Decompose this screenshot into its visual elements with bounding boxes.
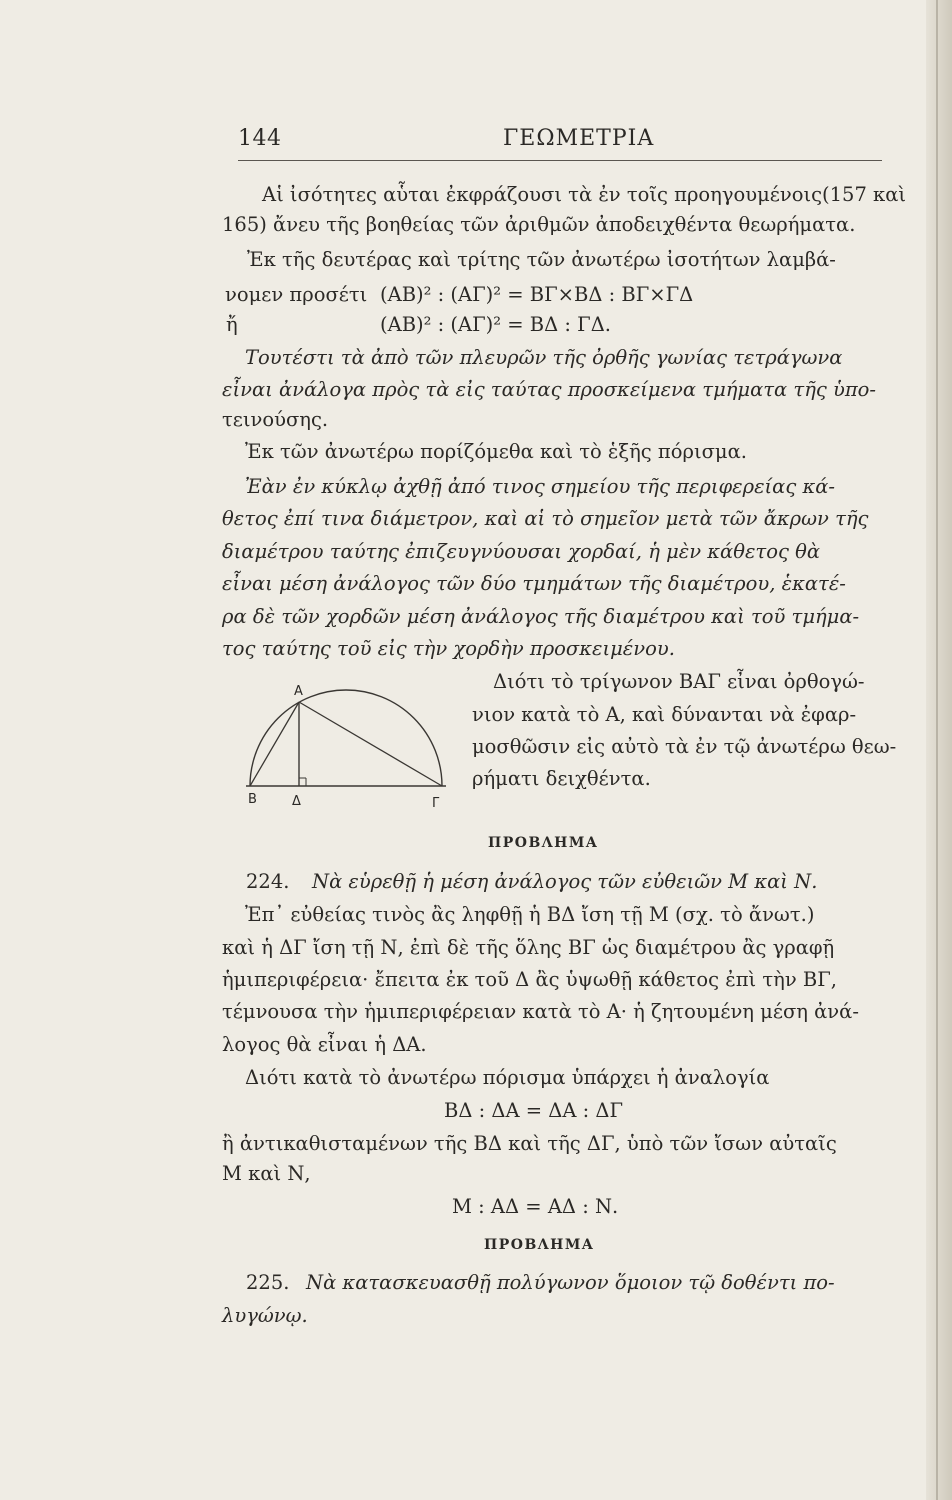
text-line: θετος ἐπί τινα διάμετρον, καὶ αἱ τὸ σημεῖον μετὰ τῶν ἄκρων τῆς (222, 507, 869, 530)
problem-statement: Νὰ εὑρεθῇ ἡ μέση ἀνάλογος τῶν εὐθειῶν Μ καὶ Ν. (312, 870, 818, 893)
text-line: Διότι κατὰ τὸ ἀνωτέρω πόρισμα ὑπάρχει ἡ ἀναλογία (245, 1066, 770, 1089)
semicircle-arc (250, 690, 442, 786)
page-header (238, 120, 882, 161)
text-line: Ἐκ τῆς δευτέρας καὶ τρίτης τῶν ἀνωτέρω ἰσοτήτων λαμβά- (247, 248, 836, 271)
equation: (ΑΒ)² : (ΑΓ)² = ΒΓ×ΒΔ : ΒΓ×ΓΔ (380, 283, 694, 306)
section-heading: ΠΡΟΒΛΗΜΑ (488, 835, 599, 851)
text-line: εἶναι ἀνάλογα πρὸς τὰ εἰς ταύτας προσκείμενα τμήματα τῆς ὑπο- (222, 378, 877, 401)
text-line: ἤ (226, 313, 238, 336)
equation: Μ : ΑΔ = ΑΔ : Ν. (452, 1195, 619, 1218)
semicircle-figure (236, 684, 456, 824)
chord-ag (299, 702, 442, 786)
text-line: διαμέτρου ταύτης ἐπιζευγνύουσαι χορδαί, ἡ μὲν κάθετος θὰ (222, 540, 820, 563)
equation: (ΑΒ)² : (ΑΓ)² = ΒΔ : ΓΔ. (380, 313, 611, 336)
text-line: νιον κατὰ τὸ Α, καὶ δύνανται νὰ ἐφαρ- (472, 703, 857, 726)
page-number: 144 (238, 126, 282, 151)
problem-number: 225. (246, 1271, 290, 1294)
geometry-diagram (236, 684, 456, 824)
problem-statement: Νὰ κατασκευασθῇ πολύγωνον ὅμοιον τῷ δοθέντι πο- (306, 1271, 835, 1294)
text-line: ρα δὲ τῶν χορδῶν μέση ἀνάλογος τῆς διαμέτρου καὶ τοῦ τμήμα- (222, 605, 860, 628)
label-a: A (294, 684, 303, 699)
text-line: Αἱ ἰσότητες αὗται ἐκφράζουσι τὰ ἐν τοῖς προηγουμένοις(157 καὶ (262, 183, 907, 206)
label-b: B (248, 792, 257, 807)
text-line: 165) ἄνευ τῆς βοηθείας τῶν ἀριθμῶν ἀποδειχθέντα θεωρήματα. (222, 213, 856, 236)
section-heading: ΠΡΟΒΛΗΜΑ (484, 1237, 595, 1253)
text-line: τέμνουσα τὴν ἡμιπεριφέρειαν κατὰ τὸ Α· ἡ ζητουμένη μέση ἀνά- (222, 1000, 859, 1023)
running-title: ΓΕΩΜΕΤΡΙΑ (503, 126, 655, 151)
page-edge (926, 0, 952, 1500)
text-line: Μ καὶ Ν, (222, 1162, 311, 1185)
text-line: εἶναι μέση ἀνάλογος τῶν δύο τμημάτων τῆς διαμέτρου, ἑκατέ- (222, 572, 846, 595)
label-d: Δ (292, 794, 301, 809)
text-line: νομεν προσέτι (225, 283, 368, 306)
chord-ab (250, 702, 299, 786)
text-line: Διότι τὸ τρίγωνον ΒΑΓ εἶναι ὀρθογώ- (493, 670, 865, 693)
text-line: ἢ ἀντικαθισταμένων τῆς ΒΔ καὶ τῆς ΔΓ, ὑπὸ τῶν ἴσων αὐταῖς (222, 1132, 837, 1155)
text-line: ρήματι δειχθέντα. (472, 767, 651, 790)
problem-number: 224. (246, 870, 290, 893)
text-line: Ἐπ᾽ εὐθείας τινὸς ἂς ληφθῇ ἡ ΒΔ ἴση τῇ Μ (σχ. τὸ ἄνωτ.) (245, 903, 815, 926)
text-line: τεινούσης. (222, 408, 329, 431)
text-line: ἡμιπεριφέρεια· ἔπειτα ἐκ τοῦ Δ ἂς ὑψωθῇ κάθετος ἐπὶ τὴν ΒΓ, (222, 968, 837, 991)
text-line: καὶ ἡ ΔΓ ἴση τῇ Ν, ἐπὶ δὲ τῆς ὅλης ΒΓ ὡς διαμέτρου ἂς γραφῇ (222, 936, 835, 959)
label-g: Γ (432, 796, 440, 811)
text-line: Ἐκ τῶν ἀνωτέρω πορίζόμεθα καὶ τὸ ἑξῆς πόρισμα. (245, 440, 747, 463)
text-line: λογος θὰ εἶναι ἡ ΔΑ. (222, 1033, 427, 1056)
text-line: Τουτέστι τὰ ἀπὸ τῶν πλευρῶν τῆς ὀρθῆς γωνίας τετράγωνα (245, 346, 843, 369)
text-line: τος ταύτης τοῦ εἰς τὴν χορδὴν προσκειμένου. (222, 637, 675, 660)
text-line: λυγώνῳ. (222, 1304, 308, 1327)
text-line: Ἐὰν ἐν κύκλῳ ἀχθῇ ἀπό τινος σημείου τῆς περιφερείας κά- (245, 475, 836, 498)
text-line: μοσθῶσιν εἰς αὐτὸ τὰ ἐν τῷ ἀνωτέρω θεω- (472, 735, 897, 758)
page-edge-line (936, 0, 938, 1500)
equation: ΒΔ : ΔΑ = ΔΑ : ΔΓ (444, 1099, 624, 1122)
